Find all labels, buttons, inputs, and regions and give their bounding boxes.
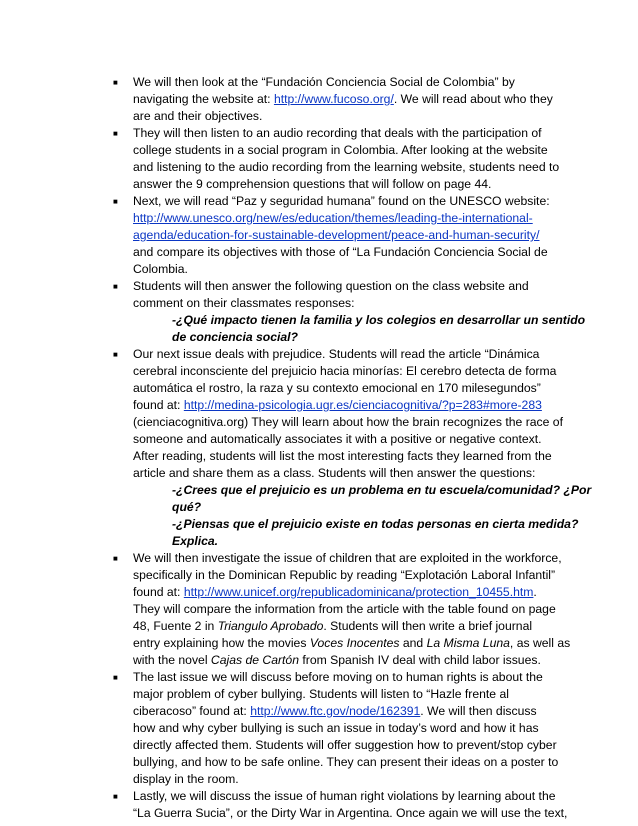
- text-line: [133, 295, 355, 312]
- body-text: specifically in the Dominican Republic by reading “Explotación Laboral Infantil”: [133, 568, 556, 582]
- url-link[interactable]: http://medina-psicologia.ugr.es/cienciacognitiva/?p=283#more-283: [183, 398, 542, 412]
- text-line: [133, 74, 515, 91]
- text-line: [133, 754, 558, 771]
- url-link[interactable]: http://www.ftc.gov/node/162391: [250, 704, 421, 718]
- body-text: automática el rostro, la raza y su contexto emocional en 170 milesegundos”: [133, 381, 541, 395]
- text-line: [133, 346, 539, 363]
- body-text: comment on their classmates responses:: [133, 296, 355, 310]
- body-text: from Spanish IV deal with child labor issues.: [299, 653, 541, 667]
- title-text: Cajas de Cartón: [210, 653, 299, 667]
- text-line: [133, 397, 542, 414]
- body-text: We will then look at the “Fundación Conciencia Social de Colombia” by: [133, 75, 515, 89]
- text-line: [172, 312, 585, 329]
- question-text: -¿Piensas que el prejuicio existe en todas personas en cierta medida?: [172, 517, 579, 531]
- body-text: cerebral inconsciente del prejuicio hacia minorías: El cerebro detecta de forma: [133, 364, 557, 378]
- url-link[interactable]: agenda/education-for-sustainable-development/peace-and-human-security/: [133, 228, 540, 242]
- text-line: [133, 567, 555, 584]
- body-text: . We will read about who they: [393, 92, 553, 106]
- body-text: bullying, and how to be safe online. They can present their ideas on a poster to: [133, 755, 559, 769]
- body-text: .: [533, 585, 537, 599]
- body-text: The last issue we will discuss before moving on to human rights is about the: [133, 670, 543, 684]
- text-line: [133, 669, 543, 686]
- question-text: -¿Qué impacto tienen la familia y los colegios en desarrollar un sentido: [172, 313, 586, 327]
- body-text: directly affected them. Students will offer suggestion how to prevent/stop cyber: [133, 738, 557, 752]
- question-text: Explica.: [172, 534, 219, 548]
- text-line: [133, 737, 557, 754]
- text-line: [133, 465, 535, 482]
- bullet-marker-icon: ■: [113, 78, 118, 87]
- body-text: , as well as: [509, 636, 571, 650]
- body-text: “La Guerra Sucia”, or the Dirty War in Argentina. Once again we will use the text,: [133, 806, 568, 820]
- bullet-marker-icon: ■: [113, 197, 118, 206]
- text-line: [133, 788, 556, 805]
- body-text: ciberacoso” found at:: [133, 704, 251, 718]
- body-text: They will compare the information from the article with the table found on page: [133, 602, 556, 616]
- text-line: [133, 686, 509, 703]
- text-line: [133, 380, 541, 397]
- body-text: We will then investigate the issue of children that are exploited in the workforce,: [133, 551, 562, 565]
- question-text: -¿Crees que el prejuicio es un problema en tu escuela/comunidad? ¿Por: [172, 483, 592, 497]
- body-text: display in the room.: [133, 772, 239, 786]
- body-text: found at:: [133, 398, 184, 412]
- text-line: [133, 805, 567, 822]
- bullet-marker-icon: ■: [113, 673, 118, 682]
- text-line: [133, 176, 491, 193]
- url-link[interactable]: http://www.unesco.org/new/es/education/themes/leading-the-international-: [133, 211, 533, 225]
- body-text: Our next issue deals with prejudice. Students will read the article “Dinámica: [133, 347, 540, 361]
- body-text: answer the 9 comprehension questions that will follow on page 44.: [133, 177, 492, 191]
- bullet-marker-icon: ■: [113, 282, 118, 291]
- text-line: [133, 601, 556, 618]
- text-line: [133, 91, 553, 108]
- title-text: Triangulo Aprobado: [217, 619, 324, 633]
- text-line: [133, 210, 533, 227]
- text-line: [133, 431, 542, 448]
- question-text: de conciencia social?: [172, 330, 298, 344]
- text-line: [133, 771, 239, 788]
- text-line: [172, 329, 298, 346]
- body-text: how and why cyber bullying is such an issue in today’s word and how it has: [133, 721, 539, 735]
- text-line: [172, 482, 591, 499]
- body-text: navigating the website at:: [133, 92, 274, 106]
- body-text: Colombia.: [133, 262, 188, 276]
- text-line: [133, 227, 540, 244]
- url-link[interactable]: http://www.fucoso.org/: [273, 92, 394, 106]
- body-text: . Students will then write a brief journal: [323, 619, 533, 633]
- text-line: [172, 516, 578, 533]
- text-line: [172, 499, 201, 516]
- bullet-marker-icon: ■: [113, 350, 118, 359]
- body-text: Students will then answer the following question on the class website and: [133, 279, 529, 293]
- body-text: college students in a social program in Colombia. After looking at the website: [133, 143, 548, 157]
- body-text: with the novel: [133, 653, 211, 667]
- text-line: [133, 142, 548, 159]
- body-text: After reading, students will list the most interesting facts they learned from the: [133, 449, 552, 463]
- body-text: entry explaining how the movies: [133, 636, 310, 650]
- body-text: found at:: [133, 585, 184, 599]
- title-text: La Misma Luna: [426, 636, 510, 650]
- text-line: [133, 703, 537, 720]
- url-link[interactable]: http://www.unicef.org/republicadominicana/protection_10455.htm: [183, 585, 534, 599]
- text-line: [133, 635, 570, 652]
- body-text: someone and automatically associates it with a positive or negative context.: [133, 432, 542, 446]
- body-text: major problem of cyber bullying. Students will listen to “Hazle frente al: [133, 687, 509, 701]
- text-line: [133, 550, 562, 567]
- text-line: [133, 108, 262, 125]
- question-text: qué?: [172, 500, 202, 514]
- bullet-marker-icon: ■: [113, 554, 118, 563]
- body-text: 48, Fuente 2 in: [133, 619, 218, 633]
- title-text: Voces Inocentes: [309, 636, 400, 650]
- body-text: and: [399, 636, 427, 650]
- body-text: are and their objectives.: [133, 109, 263, 123]
- text-line: [133, 125, 542, 142]
- body-text: article and share them as a class. Students will then answer the questions:: [133, 466, 536, 480]
- text-line: [133, 720, 539, 737]
- text-line: [172, 533, 218, 550]
- text-line: [133, 244, 548, 261]
- text-line: [133, 584, 537, 601]
- text-line: [133, 652, 541, 669]
- text-line: [133, 193, 550, 210]
- body-text: Next, we will read “Paz y seguridad humana” found on the UNESCO website:: [133, 194, 550, 208]
- body-text: . We will then discuss: [420, 704, 537, 718]
- bullet-marker-icon: ■: [113, 129, 118, 138]
- text-line: [133, 159, 559, 176]
- body-text: and listening to the audio recording from the learning website, students need to: [133, 160, 560, 174]
- text-line: [133, 618, 532, 635]
- text-line: [133, 261, 188, 278]
- body-text: and compare its objectives with those of “La Fundación Conciencia Social de: [133, 245, 548, 259]
- text-line: [133, 414, 563, 431]
- text-line: [133, 278, 529, 295]
- body-text: Lastly, we will discuss the issue of human right violations by learning about the: [133, 789, 556, 803]
- text-line: [133, 363, 556, 380]
- bullet-marker-icon: ■: [113, 792, 118, 801]
- body-text: (cienciacognitiva.org) They will learn about how the brain recognizes the race of: [133, 415, 563, 429]
- body-text: They will then listen to an audio recording that deals with the participation of: [133, 126, 542, 140]
- text-line: [133, 448, 552, 465]
